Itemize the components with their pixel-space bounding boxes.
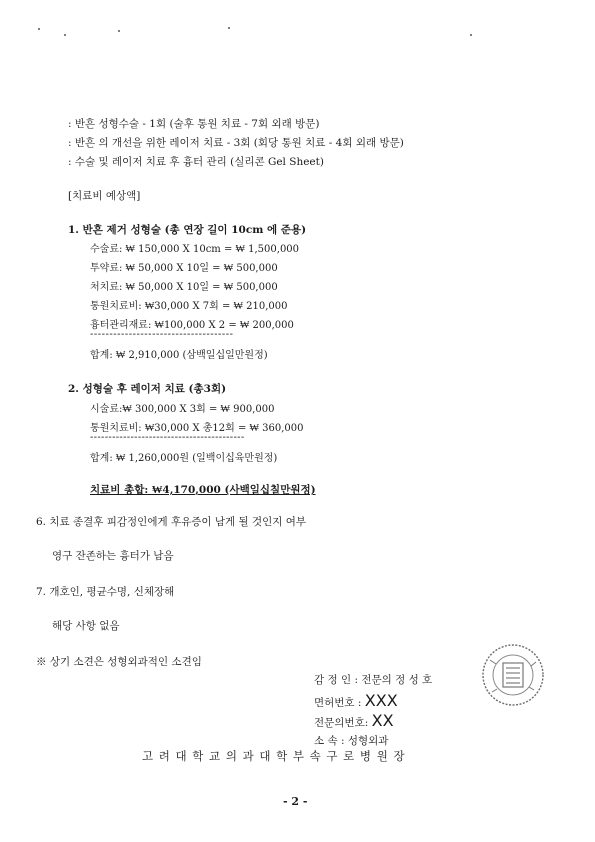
cost-item: 수술료: ₩ 150,000 X 10cm = ₩ 1,500,000	[90, 244, 300, 255]
plan-line: : 반흔 성형수술 - 1회 (술후 통원 치료 - 7회 외래 방문)	[68, 118, 320, 130]
license-label: 면허번호 :	[314, 697, 362, 709]
plan-line: : 수술 및 레이저 치료 후 흉터 관리 (실리콘 Gel Sheet)	[68, 156, 324, 168]
scan-speck	[118, 30, 120, 32]
divider: -------------------------------------	[90, 329, 234, 340]
scan-speck	[228, 27, 230, 29]
plan-line: : 반흔 의 개선을 위한 레이저 치료 - 3회 (회당 통원 치료 - 4회 외래 방문)	[68, 137, 404, 149]
license-line	[314, 691, 398, 710]
cost-item: 투약료: ₩ 50,000 X 10일 = ₩ 500,000	[90, 263, 278, 274]
opinion-note: ※ 상기 소견은 성형외과적인 소견임	[36, 656, 202, 668]
cost-item: 통원치료비: ₩30,000 X 7회 = ₩ 210,000	[90, 301, 288, 312]
specialist-label: 전문의번호:	[314, 717, 369, 729]
section-title: 1. 반흔 제거 성형술 (총 연장 길이 10cm 에 준용)	[68, 224, 307, 236]
scan-speck	[64, 34, 66, 36]
license-value: XXX	[364, 691, 398, 710]
scan-speck	[38, 28, 40, 30]
specialist-line	[314, 711, 394, 730]
answer-6: 영구 잔존하는 흉터가 남음	[52, 550, 174, 562]
answer-7: 해당 사항 없음	[52, 620, 120, 632]
section-title: 2. 성형술 후 레이저 치료 (총3회)	[68, 383, 227, 395]
department-line: 소 속 : 성형외과	[314, 735, 389, 747]
cost-item: 흉터관리재료: ₩100,000 X 2 = ₩ 200,000	[90, 320, 294, 331]
section-total: 합계: ₩ 1,260,000원 (일백이십육만원정)	[90, 453, 278, 464]
page-number: - 2 -	[283, 795, 308, 808]
official-seal-stamp	[478, 640, 548, 710]
question-6: 6. 치료 종결후 피감정인에게 후유증이 남게 될 것인지 여부	[36, 516, 307, 528]
specialist-value: XX	[371, 711, 394, 730]
scan-speck	[470, 34, 472, 36]
question-7: 7. 개호인, 평균수명, 신체장해	[36, 586, 175, 598]
cost-heading: [치료비 예상액]	[68, 190, 141, 202]
divider: ------------------------------------------	[90, 432, 245, 443]
cost-item: 처치료: ₩ 50,000 X 10일 = ₩ 500,000	[90, 282, 278, 293]
cost-item: 통원치료비: ₩30,000 X 총12회 = ₩ 360,000	[90, 423, 304, 434]
hospital-name: 고 려 대 학 교 의 과 대 학 부 속 구 로 병 원 장	[142, 749, 406, 763]
cost-item: 시술료:₩ 300,000 X 3회 = ₩ 900,000	[90, 404, 275, 415]
grand-total: 치료비 총합: ₩4,170,000 (사백일십칠만원정)	[90, 484, 316, 496]
examiner-line: 감 정 인 : 전문의 정 성 호	[314, 674, 433, 686]
section-total: 합계: ₩ 2,910,000 (삼백일십일만원정)	[90, 350, 268, 361]
